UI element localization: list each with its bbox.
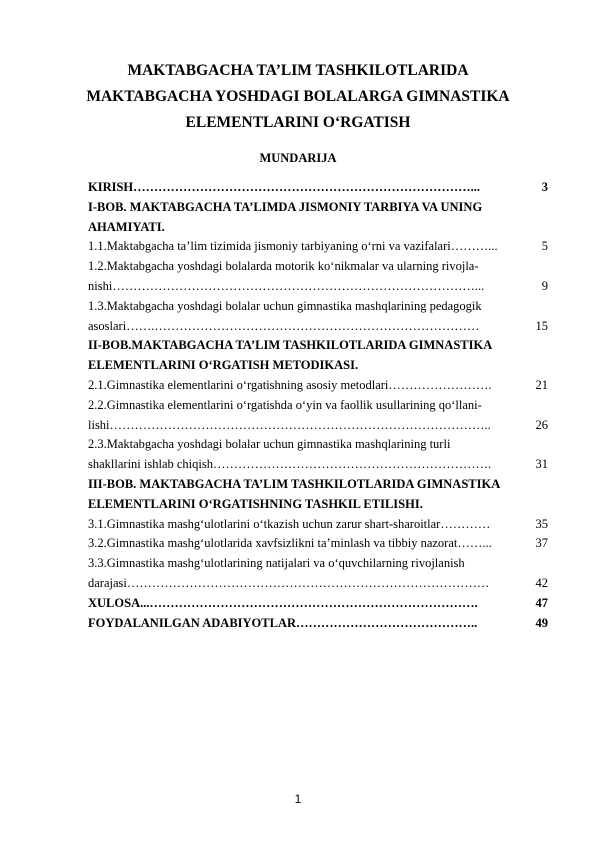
toc-entry-1-3-line-1: 1.3.Maktabgacha yoshdagi bolalar uchun gimnastika mashqlarining pedagogik [88,298,482,313]
toc-entry-1-2 [88,277,548,297]
toc-entry-label: 3.1.Gimnastika mashg‘ulotlarini o‘tkazish uchun zarur shart-sharoitlar [88,516,441,531]
toc-page-number: 9 [541,278,548,293]
toc-chapter-1-line-1: I-BOB. MAKTABGACHA TA’LIMDA JISMONIY TARBIYA VA UNING [88,199,483,214]
toc-entry-label: lishi [88,417,110,432]
toc-page-number: 49 [535,615,548,630]
toc-entry-label: shakllarini ishlab chiqish [88,457,213,472]
toc-entry-2-3-line-1: 2.3.Maktabgacha yoshdagi bolalar uchun gimnastika mashqlarining turli [88,437,451,452]
toc-chapter-3-line-2: ELEMENTLARINI O‘RGATISHNING TASHKIL ETILISHI. [88,496,423,511]
toc-chapter-2-line-2: ELEMENTLARINI O‘RGATISH METODIKASI. [88,358,359,373]
toc-entry-1-3 [88,317,548,337]
toc-entry-3-3 [88,574,548,594]
toc-leader-dots: ………………………………………………………………………... [133,180,481,194]
toc-leader-dots: ……………………………………………………………………………... [112,278,485,293]
toc-leader-dots: ...……………………………………………………………………. [140,595,478,610]
toc-entry-kirish [88,178,548,198]
title-line-2: MAKTABGACHA YOSHDAGI BOLALARGA GIMNASTIKA [86,88,510,105]
toc-page-number: 3 [541,180,548,194]
toc-entry-label: nishi [88,278,113,293]
toc-entry-2-2-line-1: 2.2.Gimnastika elementlarini o‘rgatishda o‘yin va faollik usullarining qo‘llani- [88,397,482,412]
toc-entry-3-2 [88,534,548,554]
toc-page-number: 31 [535,457,548,472]
toc-leader-dots: ……………………………………………………………………………….. [109,417,491,432]
toc-chapter-1-line-2: AHAMIYATI. [88,219,165,234]
toc-entry-1-1 [88,237,548,257]
toc-page-number: 15 [535,318,548,333]
toc-leader-dots: …………………………………….. [296,615,478,630]
toc-entry-label: asoslari [88,318,127,333]
title-line-1: MAKTABGACHA TA’LIM TASHKILOTLARIDA [127,62,469,79]
toc-entry-2-2 [88,416,548,436]
toc-entry-label: XULOSA [88,595,141,610]
toc-leader-dots: …….…………………………………………………………………… [126,318,480,333]
toc-page-number: 5 [541,239,548,254]
toc-page-number: 42 [535,575,548,590]
toc-entry-foydalanilgan-adabiyotlar [88,614,548,634]
toc-page-number: 21 [535,377,548,392]
toc-entry-2-3 [88,455,548,475]
toc-entry-1-2-line-1: 1.2.Maktabgacha yoshdagi bolalarda motorik ko‘nikmalar va ularning rivojla- [88,259,479,274]
toc-chapter-2-line-1: II-BOB.MAKTABGACHA TA’LIM TASHKILOTLARIDA GIMNASTIKA [88,338,493,353]
toc-leader-dots: …………………………………………………………. [212,457,492,472]
toc-leader-dots: ……………………. [388,377,492,392]
toc-leader-dots: ………... [450,239,498,254]
toc-entry-label: 1.1.Maktabgacha ta’lim tizimida jismoniy tarbiyaning o‘rni va vazifalari [88,239,451,254]
toc-entry-2-1 [88,376,548,396]
toc-entry-label: 3.2.Gimnastika mashg‘ulotlarida xavfsizlikni ta’minlash va tibbiy nazorat [88,536,458,551]
toc-leader-dots: ………… [440,516,491,531]
toc-entry-label: 2.1.Gimnastika elementlarini o‘rgatishning asosiy metodlari [88,377,389,392]
title-line-3: ELEMENTLARINI O‘RGATISH [185,114,411,131]
toc-entry-3-1 [88,515,548,535]
toc-chapter-3-line-1: III-BOB. MAKTABGACHA TA’LIM TASHKILOTLARIDA GIMNASTIKA [88,476,501,491]
toc-leader-dots: …………………………………………………………………………… [126,575,490,590]
toc-page-number: 37 [535,536,548,551]
document-title [60,58,536,136]
toc-entry-label: FOYDALANILGAN ADABIYOTLAR [88,615,297,630]
page-number: 1 [294,792,302,806]
toc-leader-dots: ……... [457,536,492,551]
toc-entry-label: darajasi [88,575,127,590]
toc-page-number: 26 [535,417,548,432]
toc-entry-label: KIRISH [88,180,134,194]
table-of-contents [88,178,548,633]
toc-entry-3-3-line-1: 3.3.Gimnastika mashg‘ulotlarining natijalari va o‘quvchilarning rivojlanish [88,556,465,571]
toc-entry-xulosa [88,594,548,614]
toc-page-number: 35 [535,516,548,531]
contents-heading: MUNDARIJA [259,151,337,165]
toc-page-number: 47 [535,595,548,610]
